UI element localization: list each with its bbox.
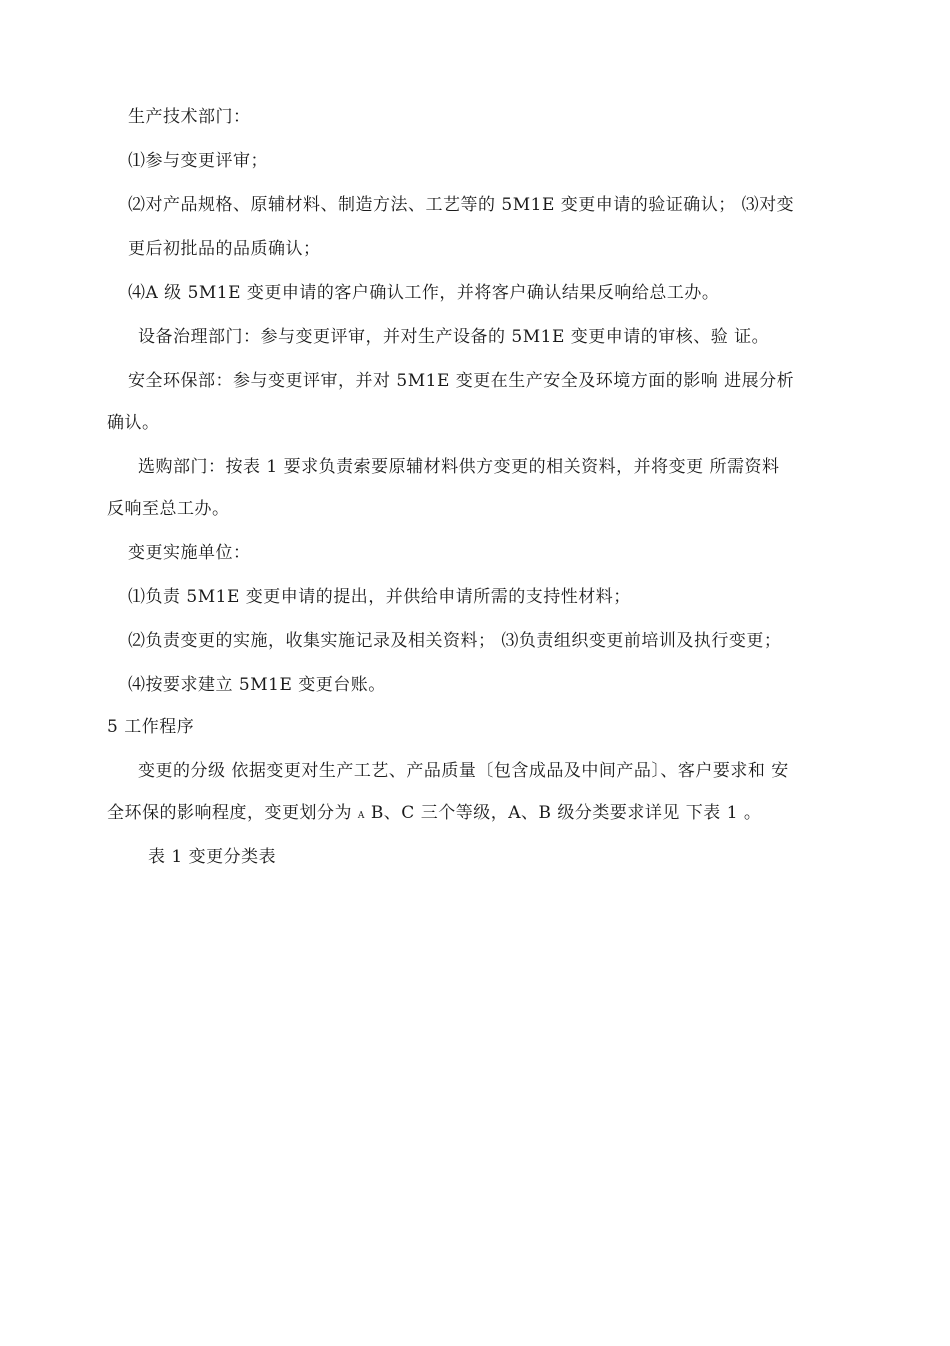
paragraph-line: ⑵对产品规格、原辅材料、制造方法、工艺等的 5M1E 变更申请的验证确认； ⑶对变: [128, 195, 795, 215]
table-caption: 表 1 变更分类表: [148, 847, 277, 867]
paragraph-line: 反响至总工办。: [107, 499, 230, 519]
paragraph-text: 全环保的影响程度，变更划分为: [107, 803, 352, 823]
paragraph-text: B、C 三个等级，A、B 级分类要求详见 下表 1 。: [370, 803, 762, 823]
paragraph-line: 设备治理部门：参与变更评审，并对生产设备的 5M1E 变更申请的审核、验 证。: [138, 327, 770, 347]
paragraph-line: ⑷A 级 5M1E 变更申请的客户确认工作，并将客户确认结果反响给总工办。: [128, 283, 720, 303]
section-heading-procedure: 5 工作程序: [107, 717, 195, 737]
paragraph-line: 确认。: [107, 413, 160, 433]
small-letter: A: [357, 811, 365, 821]
section-heading-implementation: 变更实施单位：: [128, 543, 251, 563]
section-heading-production: 生产技术部门：: [128, 107, 251, 127]
paragraph-line: 变更的分级 依据变更对生产工艺、产品质量〔包含成品及中间产品〕、客户要求和 安: [138, 761, 789, 781]
paragraph-line: ⑵负责变更的实施，收集实施记录及相关资料； ⑶负责组织变更前培训及执行变更；: [128, 631, 782, 651]
paragraph-line: ⑴参与变更评审；: [128, 151, 268, 171]
paragraph-line: 更后初批品的品质确认；: [128, 239, 321, 259]
paragraph-line: [107, 802, 761, 827]
paragraph-line: ⑴负责 5M1E 变更申请的提出，并供给申请所需的支持性材料；: [128, 587, 631, 607]
paragraph-line: ⑷按要求建立 5M1E 变更台账。: [128, 675, 386, 695]
paragraph-line: 选购部门：按表 1 要求负责索要原辅材料供方变更的相关资料，并将变更 所需资料: [138, 457, 780, 477]
paragraph-line: 安全环保部：参与变更评审，并对 5M1E 变更在生产安全及环境方面的影响 进展分析: [128, 371, 795, 391]
